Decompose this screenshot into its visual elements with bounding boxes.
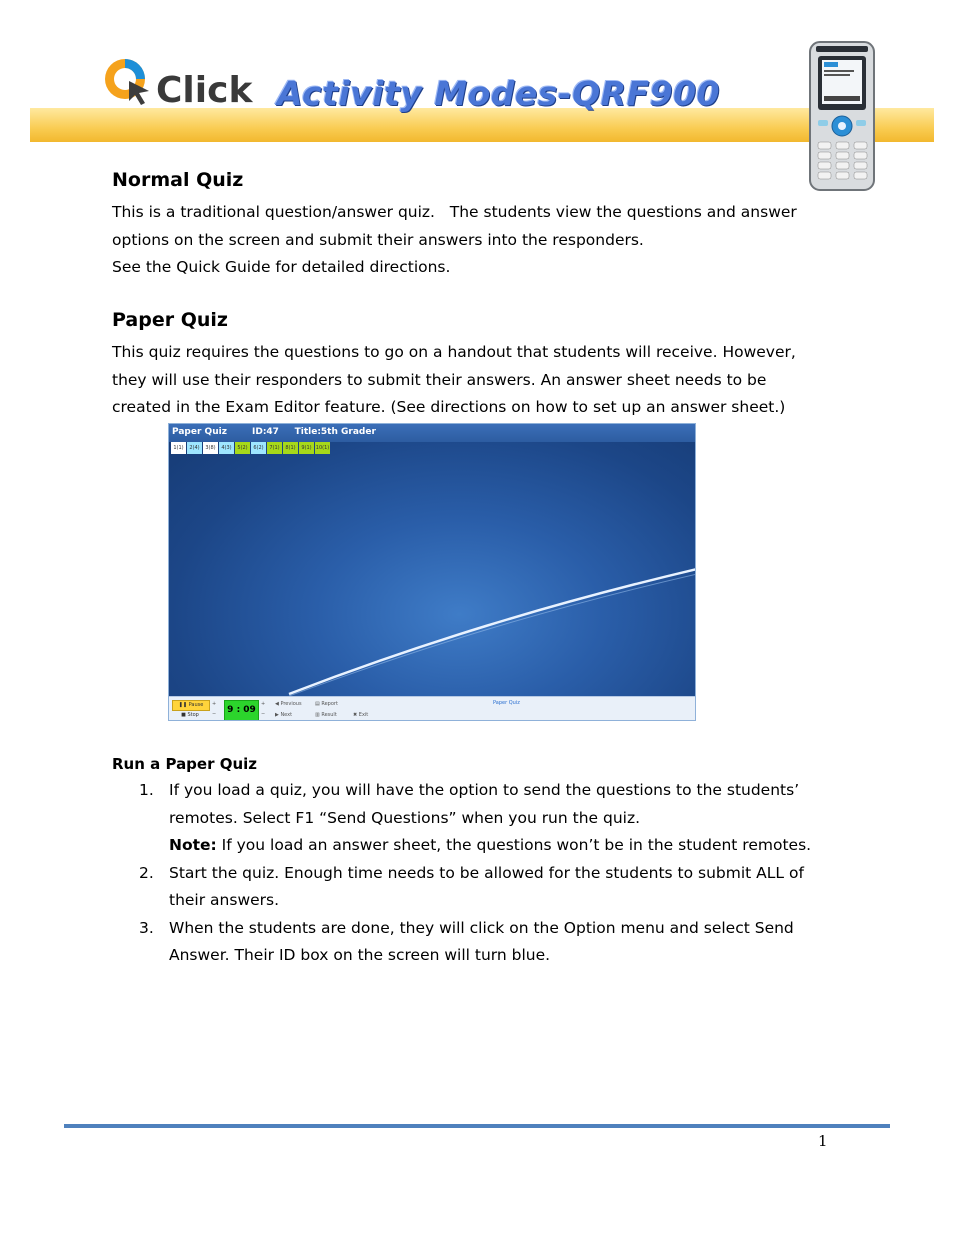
result-button[interactable]: ▥ Result [315, 712, 337, 718]
paper-quiz-line: This quiz requires the questions to go on a handout that students will receive. However, [112, 343, 796, 361]
page-title: Activity Modes-QRF900 [277, 74, 721, 113]
step-line: remotes. Select F1 “Send Questions” when you run the quiz. [169, 808, 641, 827]
paper-quiz-line: created in the Exam Editor feature. (See directions on how to set up an answer sheet.) [112, 398, 786, 416]
pause-button[interactable]: ❚❚ Pause [172, 700, 210, 711]
logo-text: Click [156, 70, 253, 111]
stop-button[interactable]: ■ Stop [181, 712, 199, 718]
paper-quiz-screenshot [168, 423, 696, 721]
question-status-row [171, 442, 330, 455]
step-item [139, 915, 859, 970]
question-box[interactable]: 10(1) [315, 442, 330, 454]
paper-quiz-line: they will use their responders to submit their answers. An answer sheet needs to be [112, 370, 767, 389]
step-note [169, 832, 859, 860]
step-number: 3. [139, 918, 154, 937]
previous-button[interactable]: ◀ Previous [275, 701, 302, 707]
question-box[interactable]: 6(2) [251, 442, 266, 454]
quiz-title-bar [169, 424, 696, 442]
question-box[interactable]: 3(8) [203, 442, 218, 454]
paper-quiz-heading: Paper Quiz [112, 309, 228, 331]
stop-label: Stop [187, 712, 199, 718]
normal-quiz-line: This is a traditional question/answer quiz. The students view the questions and answer [112, 203, 797, 221]
question-box[interactable]: 5(2) [235, 442, 250, 454]
normal-quiz-heading: Normal Quiz [112, 169, 244, 191]
qrf900-remote-icon [808, 40, 876, 192]
question-box[interactable]: 4(3) [219, 442, 234, 454]
question-box[interactable]: 2(4) [187, 442, 202, 454]
time-up-right-icon[interactable]: + [261, 701, 266, 707]
quiz-title-text: Paper Quiz ID:47 Title:5th Grader [172, 427, 376, 437]
normal-quiz-line: options on the screen and submit their answers into the responders. [112, 230, 644, 249]
mode-label: Paper Quiz [493, 700, 520, 706]
wallpaper-swoosh [169, 424, 696, 696]
note-label: Note: [169, 836, 217, 854]
step-line: Answer. Their ID box on the screen will turn blue. [169, 946, 551, 964]
question-box[interactable]: 8(1) [283, 442, 298, 454]
note-text: If you load an answer sheet, the questions won’t be in the student remotes. [216, 836, 812, 854]
paper-quiz-body [112, 339, 852, 422]
step-line: If you load a quiz, you will have the option to send the questions to the students’ [169, 781, 800, 799]
qclick-logo-icon [101, 55, 153, 107]
time-down-right-icon[interactable]: − [261, 711, 266, 717]
header-band [30, 108, 934, 142]
exit-button[interactable]: ✖ Exit [353, 712, 369, 718]
time-down-icon[interactable]: − [212, 711, 217, 717]
normal-quiz-line: See the Quick Guide for detailed directions. [112, 258, 451, 276]
run-steps-list [139, 777, 859, 970]
time-up-icon[interactable]: + [212, 701, 217, 707]
result-label: Result [321, 712, 337, 718]
question-box[interactable]: 1(1) [171, 442, 186, 454]
quiz-control-bar [169, 696, 696, 721]
step-line: Start the quiz. Enough time needs to be allowed for the students to submit ALL of [169, 863, 804, 882]
footer-rule [64, 1124, 890, 1128]
report-button[interactable]: ▤ Report [315, 701, 338, 707]
question-box[interactable]: 7(1) [267, 442, 282, 454]
previous-label: Previous [280, 701, 302, 707]
quiz-timer: 9 : 09 [224, 700, 259, 721]
step-item [139, 860, 859, 915]
question-box[interactable]: 9(1) [299, 442, 314, 454]
step-line: their answers. [169, 891, 280, 909]
page-number: 1 [818, 1132, 828, 1150]
step-item [139, 777, 859, 860]
step-line: When the students are done, they will click on the Option menu and select Send [169, 918, 794, 937]
normal-quiz-body [112, 199, 852, 282]
exit-label: Exit [358, 712, 369, 718]
step-number: 1. [139, 781, 154, 799]
pause-label: Pause [188, 702, 204, 708]
run-paper-quiz-heading: Run a Paper Quiz [112, 755, 258, 773]
next-button[interactable]: ▶ Next [275, 712, 293, 718]
step-number: 2. [139, 863, 154, 882]
report-label: Report [321, 701, 338, 707]
next-label: Next [280, 712, 293, 718]
